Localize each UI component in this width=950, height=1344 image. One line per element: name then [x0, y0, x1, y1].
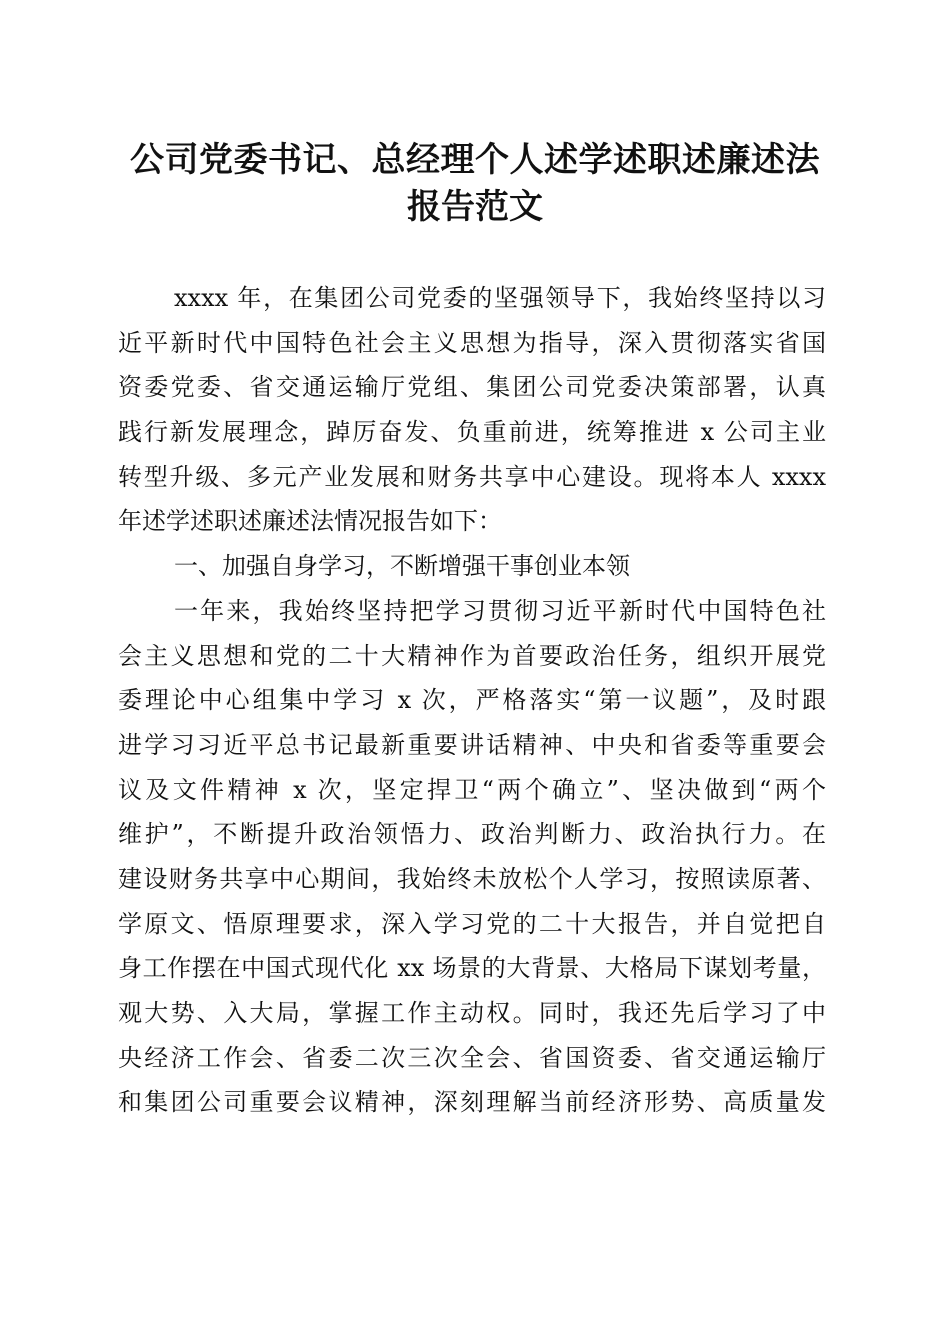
paragraph-1-line: 年述学述职述廉述法情况报告如下： — [118, 507, 502, 536]
paragraph-2-line: 身工作摆在中国式现代化 xx 场景的大背景、大格局下谋划考量， — [118, 954, 826, 983]
section-1-heading: 一、加强自身学习，不断增强干事创业本领 — [174, 552, 630, 581]
paragraph-2-line: 一年来，我始终坚持把学习贯彻习近平新时代中国特色社 — [174, 596, 826, 625]
paragraph-2-line: 学原文、悟原理要求，深入学习党的二十大报告，并自觉把自 — [118, 909, 826, 938]
paragraph-2-line: 建设财务共享中心期间，我始终未放松个人学习，按照读原著、 — [118, 864, 826, 893]
document-title-line-1: 公司党委书记、总经理个人述学述职述廉述法 — [130, 140, 820, 180]
paragraph-2-line: 委理论中心组集中学习 x 次，严格落实“第一议题”，及时跟 — [118, 686, 826, 715]
paragraph-1-line: 践行新发展理念，踔厉奋发、负重前进，统筹推进 x 公司主业 — [118, 418, 826, 447]
document-title-line-2: 报告范文 — [407, 187, 543, 227]
paragraph-2-line: 维护”，不断提升政治领悟力、政治判断力、政治执行力。在 — [118, 820, 826, 849]
paragraph-2-line: 进学习习近平总书记最新重要讲话精神、中央和省委等重要会 — [118, 730, 826, 759]
paragraph-2-line: 央经济工作会、省委二次三次全会、省国资委、省交通运输厅 — [118, 1043, 826, 1072]
document-body — [118, 276, 826, 1125]
paragraph-1-line: 资委党委、省交通运输厅党组、集团公司党委决策部署，认真 — [118, 373, 826, 402]
paragraph-1-line: 近平新时代中国特色社会主义思想为指导，深入贯彻落实省国 — [118, 328, 826, 357]
paragraph-2-line: 会主义思想和党的二十大精神作为首要政治任务，组织开展党 — [118, 641, 826, 670]
paragraph-1-line: xxxx 年，在集团公司党委的坚强领导下，我始终坚持以习 — [174, 284, 826, 312]
paragraph-1-line: 转型升级、多元产业发展和财务共享中心建设。现将本人 xxxx — [118, 462, 826, 491]
paragraph-2-line: 和集团公司重要会议精神，深刻理解当前经济形势、高质量发 — [118, 1088, 826, 1117]
paragraph-2-line: 议及文件精神 x 次，坚定捍卫“两个确立”、坚决做到“两个 — [118, 775, 826, 804]
paragraph-2-line: 观大势、入大局，掌握工作主动权。同时，我还先后学习了中 — [118, 999, 826, 1027]
